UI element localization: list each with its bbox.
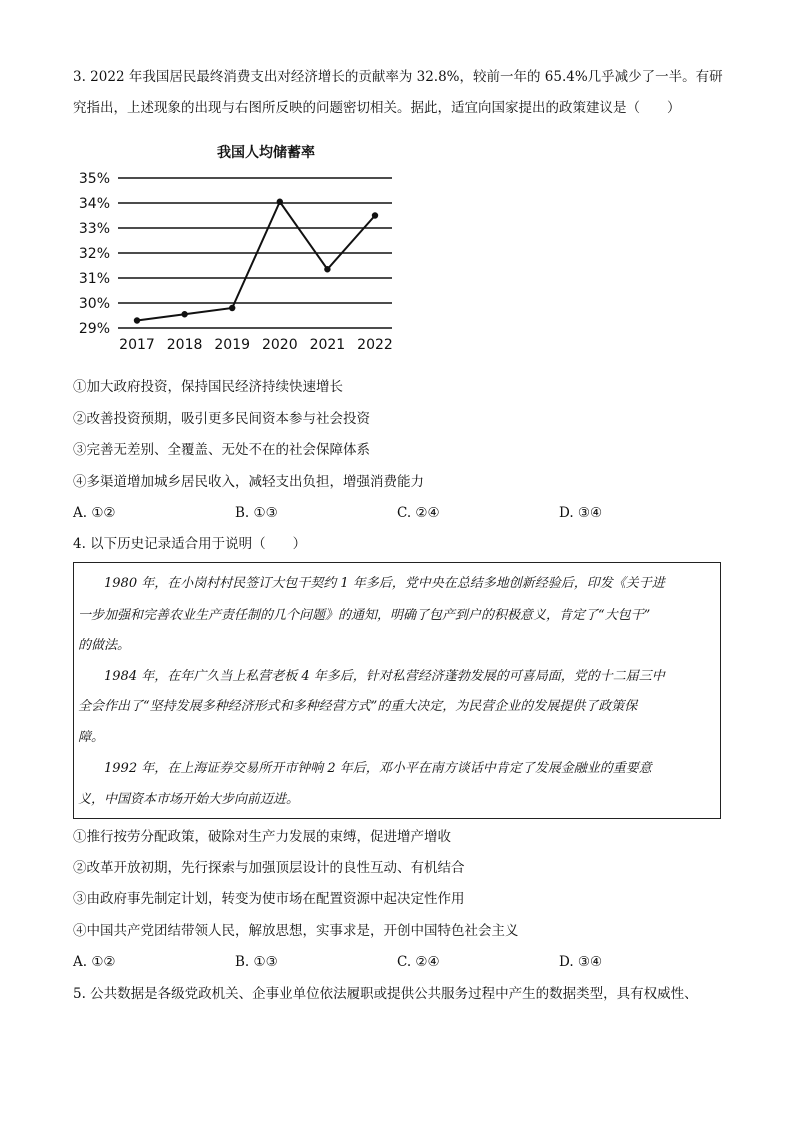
q3-statement-3: ③完善无差别、全覆盖、无处不在的社会保障体系 — [73, 442, 370, 458]
q3-option-a[interactable]: A. ①② — [73, 505, 116, 521]
chart-data-points — [134, 199, 378, 324]
chart-x-tick-labels — [119, 337, 393, 353]
x-tick-label: 2018 — [166, 337, 203, 353]
q3-statement-4: ④多渠道增加城乡居民收入，减轻支出负担，增强消费能力 — [73, 474, 424, 490]
q3-option-c[interactable]: C. ②④ — [397, 505, 440, 521]
q4-option-b[interactable]: B. ①③ — [235, 954, 278, 970]
q4-material-line-2: 一步加强和完善农业生产责任制的几个问题》的通知，明确了包产到户的积极意义，肯定了“大包干” — [78, 608, 651, 623]
q4-material-line-4: 1984 年，在年广久当上私营老板 4 年多后，针对私营经济蓬勃发展的可喜局面，党的十二届三中 — [104, 669, 665, 684]
savings-rate-chart — [70, 140, 410, 360]
q4-material-box — [73, 562, 721, 819]
chart-y-tick-labels — [79, 171, 110, 337]
y-tick-label: 29% — [78, 321, 110, 337]
q4-option-a[interactable]: A. ①② — [73, 954, 116, 970]
x-tick-label: 2019 — [214, 337, 251, 353]
y-tick-label: 33% — [78, 221, 110, 237]
x-tick-label: 2017 — [119, 337, 155, 353]
q4-option-c[interactable]: C. ②④ — [397, 954, 440, 970]
y-tick-label: 31% — [78, 271, 110, 287]
q4-material-line-3: 的做法。 — [78, 638, 131, 653]
y-tick-label: 35% — [78, 171, 110, 187]
x-tick-label: 2020 — [261, 337, 298, 353]
q3-statement-1: ①加大政府投资，保持国民经济持续快速增长 — [73, 379, 343, 395]
x-tick-label: 2021 — [309, 337, 346, 353]
q5-stem-line-1: 5. 公共数据是各级党政机关、企事业单位依法履职或提供公共服务过程中产生的数据类型，具有权威性、 — [73, 986, 698, 1002]
y-tick-label: 34% — [78, 196, 110, 212]
q3-stem-line-1: 3. 2022 年我国居民最终消费支出对经济增长的贡献率为 32.8%，较前一年的 65.4%几乎减少了一半。有研 — [73, 69, 723, 85]
y-tick-label: 30% — [78, 296, 110, 312]
q4-material-line-1: 1980 年，在小岗村村民签订大包干契约 1 年多后，党中央在总结多地创新经验后，印发《关于进 — [104, 576, 665, 591]
data-point-2018 — [181, 311, 187, 317]
data-point-2017 — [134, 317, 140, 323]
chart-title: 我国人均储蓄率 — [217, 145, 315, 161]
q4-statement-2: ②改革开放初期，先行探索与加强顶层设计的良性互动、有机结合 — [73, 860, 465, 876]
q4-material-line-6: 障。 — [78, 730, 105, 745]
q4-material-line-7: 1992 年，在上海证券交易所开市钟响 2 年后，邓小平在南方谈话中肯定了发展金融业的重要意 — [104, 761, 652, 776]
q4-statement-1: ①推行按劳分配政策，破除对生产力发展的束缚，促进增产增收 — [73, 829, 451, 845]
chart-gridlines — [118, 178, 392, 328]
data-point-2019 — [229, 305, 235, 311]
q3-option-d[interactable]: D. ③④ — [559, 505, 603, 521]
q3-stem-line-2: 究指出，上述现象的出现与右图所反映的问题密切相关。据此，适宜向国家提出的政策建议是（ ） — [73, 100, 681, 116]
data-point-2022 — [372, 212, 378, 218]
q4-material-line-8: 义，中国资本市场开始大步向前迈进。 — [78, 792, 300, 807]
q4-stem: 4. 以下历史记录适合用于说明（ ） — [73, 536, 307, 552]
x-tick-label: 2022 — [357, 337, 393, 353]
data-point-2020 — [277, 199, 283, 205]
q3-option-b[interactable]: B. ①③ — [235, 505, 278, 521]
q4-statement-4: ④中国共产党团结带领人民，解放思想，实事求是，开创中国特色社会主义 — [73, 923, 519, 939]
q4-material-line-5: 全会作出了“坚持发展多种经济形式和多种经营方式”的重大决定，为民营企业的发展提供了政策保 — [78, 699, 638, 714]
y-tick-label: 32% — [78, 246, 110, 262]
q3-statement-2: ②改善投资预期，吸引更多民间资本参与社会投资 — [73, 411, 370, 427]
data-point-2021 — [324, 266, 330, 272]
q4-option-d[interactable]: D. ③④ — [559, 954, 603, 970]
q4-statement-3: ③由政府事先制定计划，转变为使市场在配置资源中起决定性作用 — [73, 891, 465, 907]
